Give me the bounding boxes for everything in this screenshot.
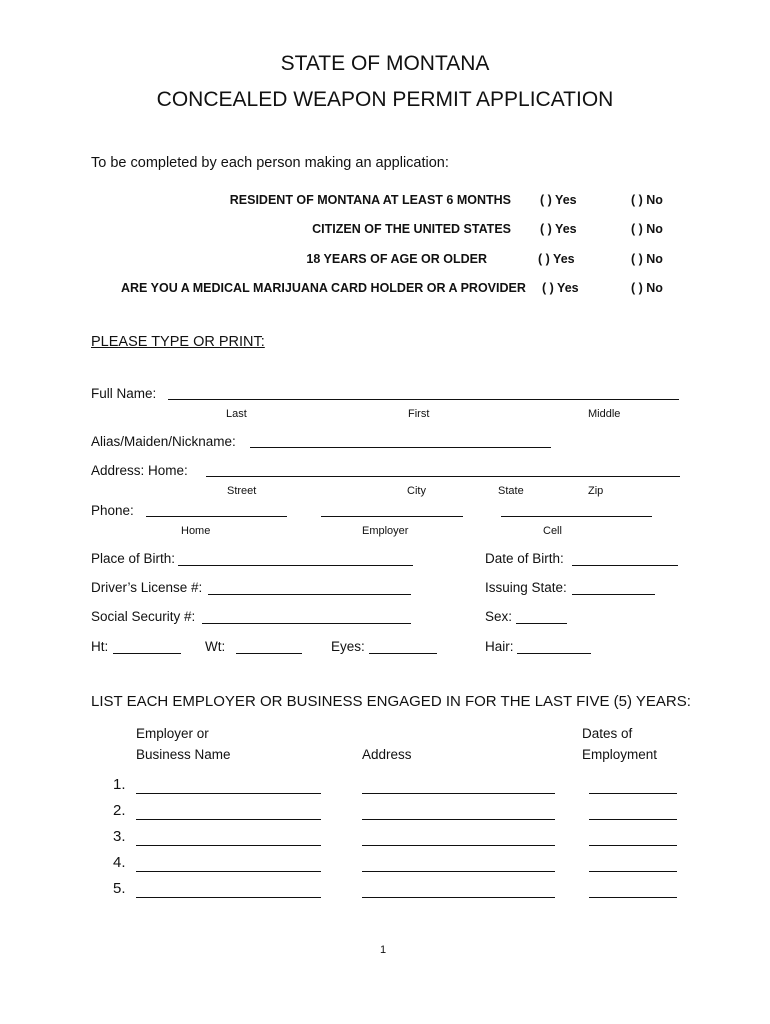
phone-label: Phone: — [91, 503, 134, 518]
employer-name-field[interactable] — [136, 819, 321, 820]
dates-col-header-line2: Employment — [582, 747, 658, 762]
employer-dates-field[interactable] — [589, 819, 677, 820]
employer-row-number: 5. — [113, 880, 126, 897]
employer-address-field[interactable] — [362, 897, 555, 898]
hair-field[interactable] — [517, 653, 591, 654]
height-label: Ht: — [91, 639, 109, 654]
full-name-label: Full Name: — [91, 386, 157, 401]
employer-dates-field[interactable] — [589, 871, 677, 872]
issuing-state-label: Issuing State: — [485, 580, 567, 595]
resident-yes-checkbox[interactable]: ( ) Yes — [540, 193, 577, 207]
employer-address-field[interactable] — [362, 845, 555, 846]
employer-address-field[interactable] — [362, 871, 555, 872]
resident-no-checkbox[interactable]: ( ) No — [631, 193, 663, 207]
alias-field[interactable] — [250, 447, 551, 448]
alias-label: Alias/Maiden/Nickname: — [91, 434, 236, 449]
age-no-checkbox[interactable]: ( ) No — [631, 252, 663, 266]
addr-city-caption: City — [407, 485, 426, 497]
addr-zip-caption: Zip — [588, 485, 604, 497]
employer-address-field[interactable] — [362, 793, 555, 794]
issuing-state-field[interactable] — [572, 594, 655, 595]
employer-col-header-line1: Employer or — [136, 726, 209, 741]
age-yes-checkbox[interactable]: ( ) Yes — [538, 252, 575, 266]
weight-field[interactable] — [236, 653, 302, 654]
eyes-label: Eyes: — [331, 639, 365, 654]
employer-name-field[interactable] — [136, 871, 321, 872]
employer-dates-field[interactable] — [589, 897, 677, 898]
employer-address-field[interactable] — [362, 819, 555, 820]
question-resident: RESIDENT OF MONTANA AT LEAST 6 MONTHS — [229, 193, 511, 207]
hair-label: Hair: — [485, 639, 514, 654]
question-age: 18 YEARS OF AGE OR OLDER — [306, 252, 487, 266]
employer-row-number: 3. — [113, 828, 126, 845]
addr-street-caption: Street — [227, 485, 257, 497]
name-first-caption: First — [408, 408, 430, 420]
citizen-no-checkbox[interactable]: ( ) No — [631, 222, 663, 236]
eyes-field[interactable] — [369, 653, 437, 654]
drivers-license-label: Driver’s License #: — [91, 580, 203, 595]
phone-employer-caption: Employer — [362, 525, 409, 537]
marijuana-no-checkbox[interactable]: ( ) No — [631, 281, 663, 295]
employer-dates-field[interactable] — [589, 793, 677, 794]
employer-row-number: 1. — [113, 776, 126, 793]
page-number: 1 — [380, 944, 387, 956]
employers-heading: LIST EACH EMPLOYER OR BUSINESS ENGAGED IN FOR THE LAST FIVE (5) YEARS: — [91, 693, 691, 710]
name-last-caption: Last — [226, 408, 247, 420]
question-marijuana: ARE YOU A MEDICAL MARIJUANA CARD HOLDER OR A PROVIDER — [121, 281, 526, 295]
phone-home-field[interactable] — [146, 516, 287, 517]
citizen-yes-checkbox[interactable]: ( ) Yes — [540, 222, 577, 236]
question-citizen: CITIZEN OF THE UNITED STATES — [312, 222, 511, 236]
ssn-field[interactable] — [202, 623, 411, 624]
employer-name-field[interactable] — [136, 793, 321, 794]
address-field[interactable] — [206, 476, 680, 477]
weight-label: Wt: — [205, 639, 226, 654]
sex-label: Sex: — [485, 609, 513, 624]
print-heading: PLEASE TYPE OR PRINT: — [91, 334, 265, 350]
phone-cell-caption: Cell — [543, 525, 562, 537]
employer-col-header-line2: Business Name — [136, 747, 231, 762]
employer-row-number: 2. — [113, 802, 126, 819]
phone-cell-field[interactable] — [501, 516, 652, 517]
form-title-line2: CONCEALED WEAPON PERMIT APPLICATION — [156, 88, 614, 111]
sex-field[interactable] — [516, 623, 567, 624]
phone-home-caption: Home — [181, 525, 211, 537]
full-name-field[interactable] — [168, 399, 679, 400]
date-of-birth-field[interactable] — [572, 565, 678, 566]
phone-employer-field[interactable] — [321, 516, 463, 517]
form-title-line1: STATE OF MONTANA — [280, 52, 490, 75]
employer-row-number: 4. — [113, 854, 126, 871]
address-label: Address: Home: — [91, 463, 188, 478]
intro-text: To be completed by each person making an application: — [91, 155, 449, 171]
dates-col-header-line1: Dates of — [582, 726, 633, 741]
employer-dates-field[interactable] — [589, 845, 677, 846]
employer-name-field[interactable] — [136, 845, 321, 846]
drivers-license-field[interactable] — [208, 594, 411, 595]
ssn-label: Social Security #: — [91, 609, 196, 624]
place-of-birth-field[interactable] — [178, 565, 413, 566]
marijuana-yes-checkbox[interactable]: ( ) Yes — [542, 281, 579, 295]
addr-state-caption: State — [498, 485, 524, 497]
name-middle-caption: Middle — [588, 408, 621, 420]
height-field[interactable] — [113, 653, 181, 654]
date-of-birth-label: Date of Birth: — [485, 551, 564, 566]
address-col-header: Address — [362, 747, 412, 762]
employer-name-field[interactable] — [136, 897, 321, 898]
place-of-birth-label: Place of Birth: — [91, 551, 176, 566]
